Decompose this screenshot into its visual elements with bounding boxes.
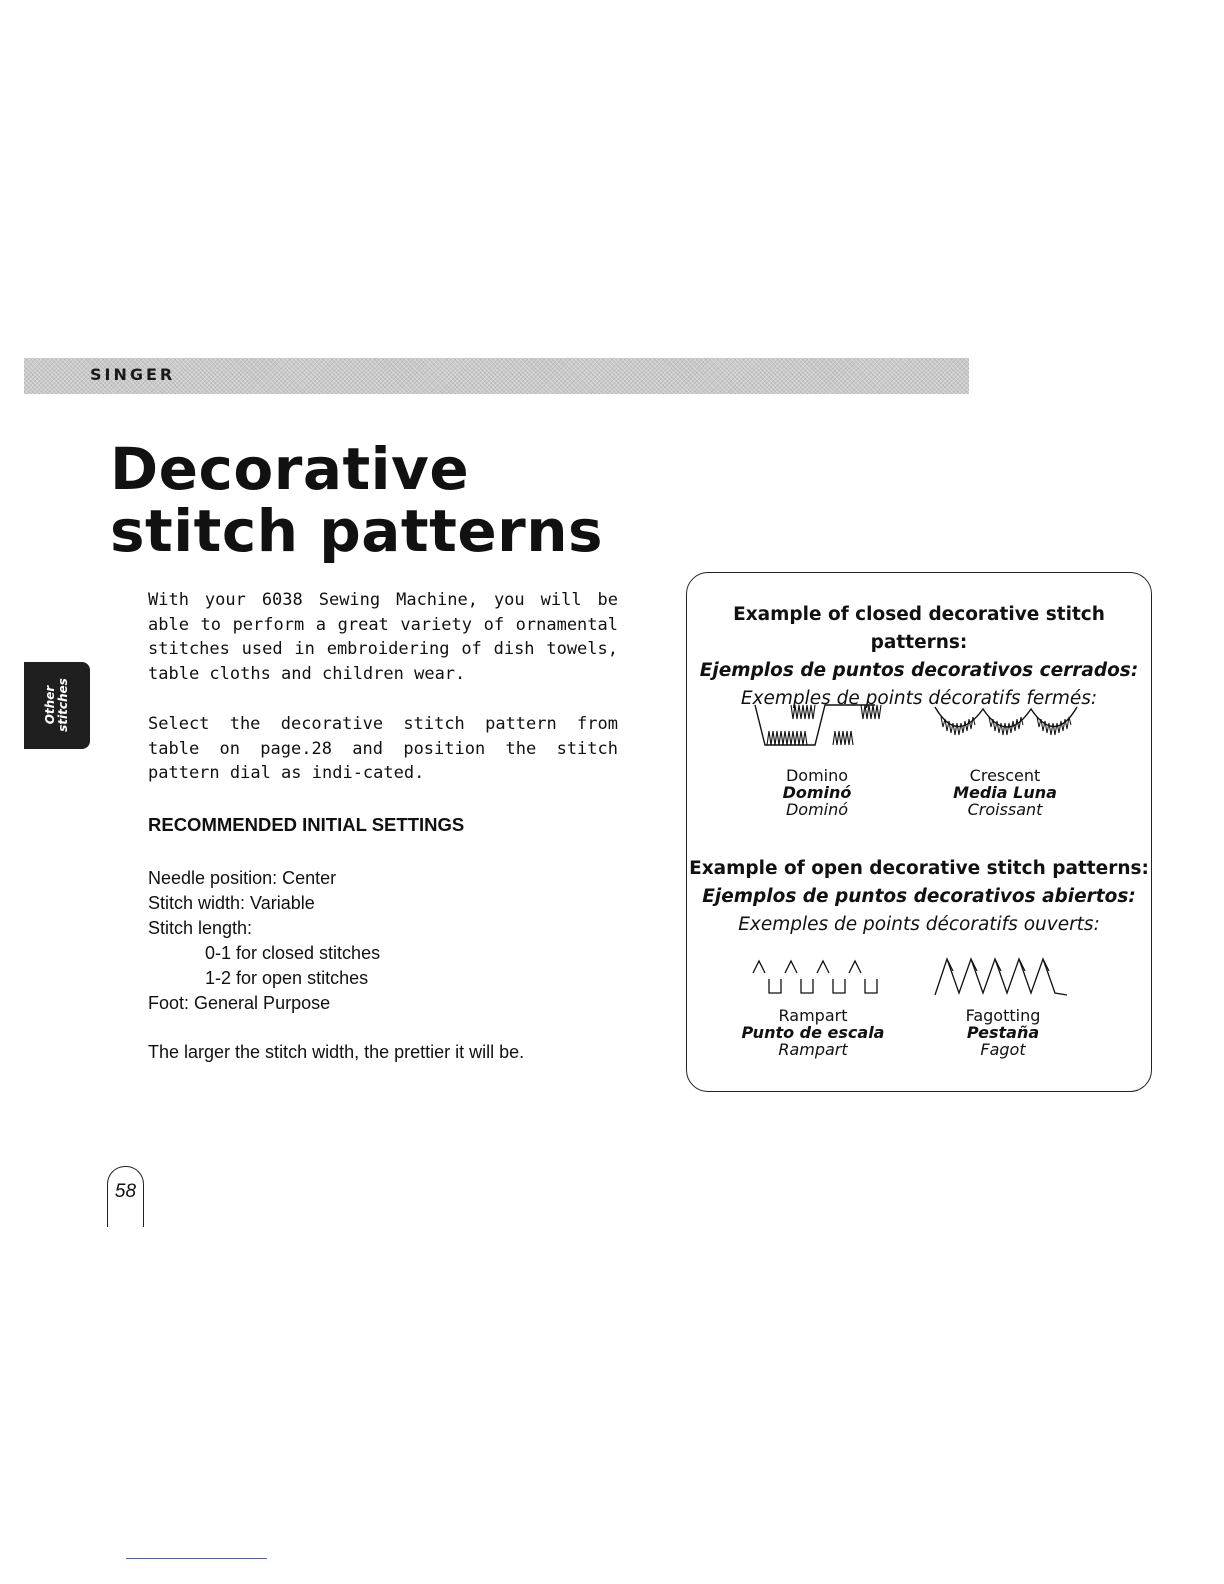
page-number-tab	[107, 1166, 144, 1227]
closed-stitch-length: 0-1 for closed stitches	[205, 943, 381, 963]
settings-list	[148, 866, 628, 1016]
brand-name: SINGER	[90, 365, 176, 384]
stitch-examples-box	[686, 572, 1152, 1092]
stitch-length-setting: Stitch length:	[148, 918, 253, 938]
section-tab-label: Other stitches	[43, 678, 70, 732]
settings-heading: RECOMMENDED INITIAL SETTINGS	[148, 814, 465, 835]
crescent-stitch-icon	[933, 705, 1079, 741]
closing-note: The larger the stitch width, the prettier it will be.	[148, 1042, 525, 1062]
stitch-width-setting: Stitch width: Variable	[148, 893, 315, 913]
header-bar	[24, 358, 969, 394]
open-stitch-length: 1-2 for open stitches	[205, 968, 369, 988]
foot-setting: Foot: General Purpose	[148, 993, 331, 1013]
rampart-label: Rampart Punto de escala Rampart	[741, 1006, 885, 1059]
section-tab	[24, 662, 90, 749]
page-title: Decorative stitch patterns	[110, 435, 604, 565]
domino-stitch-icon	[753, 703, 893, 749]
page-number: 58	[114, 1181, 137, 1202]
needle-position-setting: Needle position: Center	[148, 868, 337, 888]
instruction-paragraph: Select the decorative stitch pattern from table on page.28 and position the stitch pattern dial as indi-cated.	[148, 714, 618, 783]
fagotting-label: Fagotting Pestaña Fagot	[965, 1006, 1041, 1059]
closed-patterns-heading: Example of closed decorative stitch patterns: Ejemplos de puntos decorativos cerrados: Exemples de points décoratifs fermés:	[699, 604, 1139, 709]
fagotting-stitch-icon	[933, 955, 1073, 999]
intro-paragraph: With your 6038 Sewing Machine, you will be able to perform a great variety of ornamental stitches used in embroidering of dish towels, table cloths and children wear.	[148, 590, 618, 684]
open-patterns-heading: Example of open decorative stitch patterns: Ejemplos de puntos decorativos abiertos: Exemples de points décoratifs ouverts:	[689, 858, 1149, 935]
footer-rule	[126, 1558, 267, 1559]
rampart-stitch-icon	[751, 957, 881, 999]
domino-label: Domino Dominó Dominó	[782, 766, 852, 819]
crescent-label: Crescent Media Luna Croissant	[953, 766, 1057, 819]
